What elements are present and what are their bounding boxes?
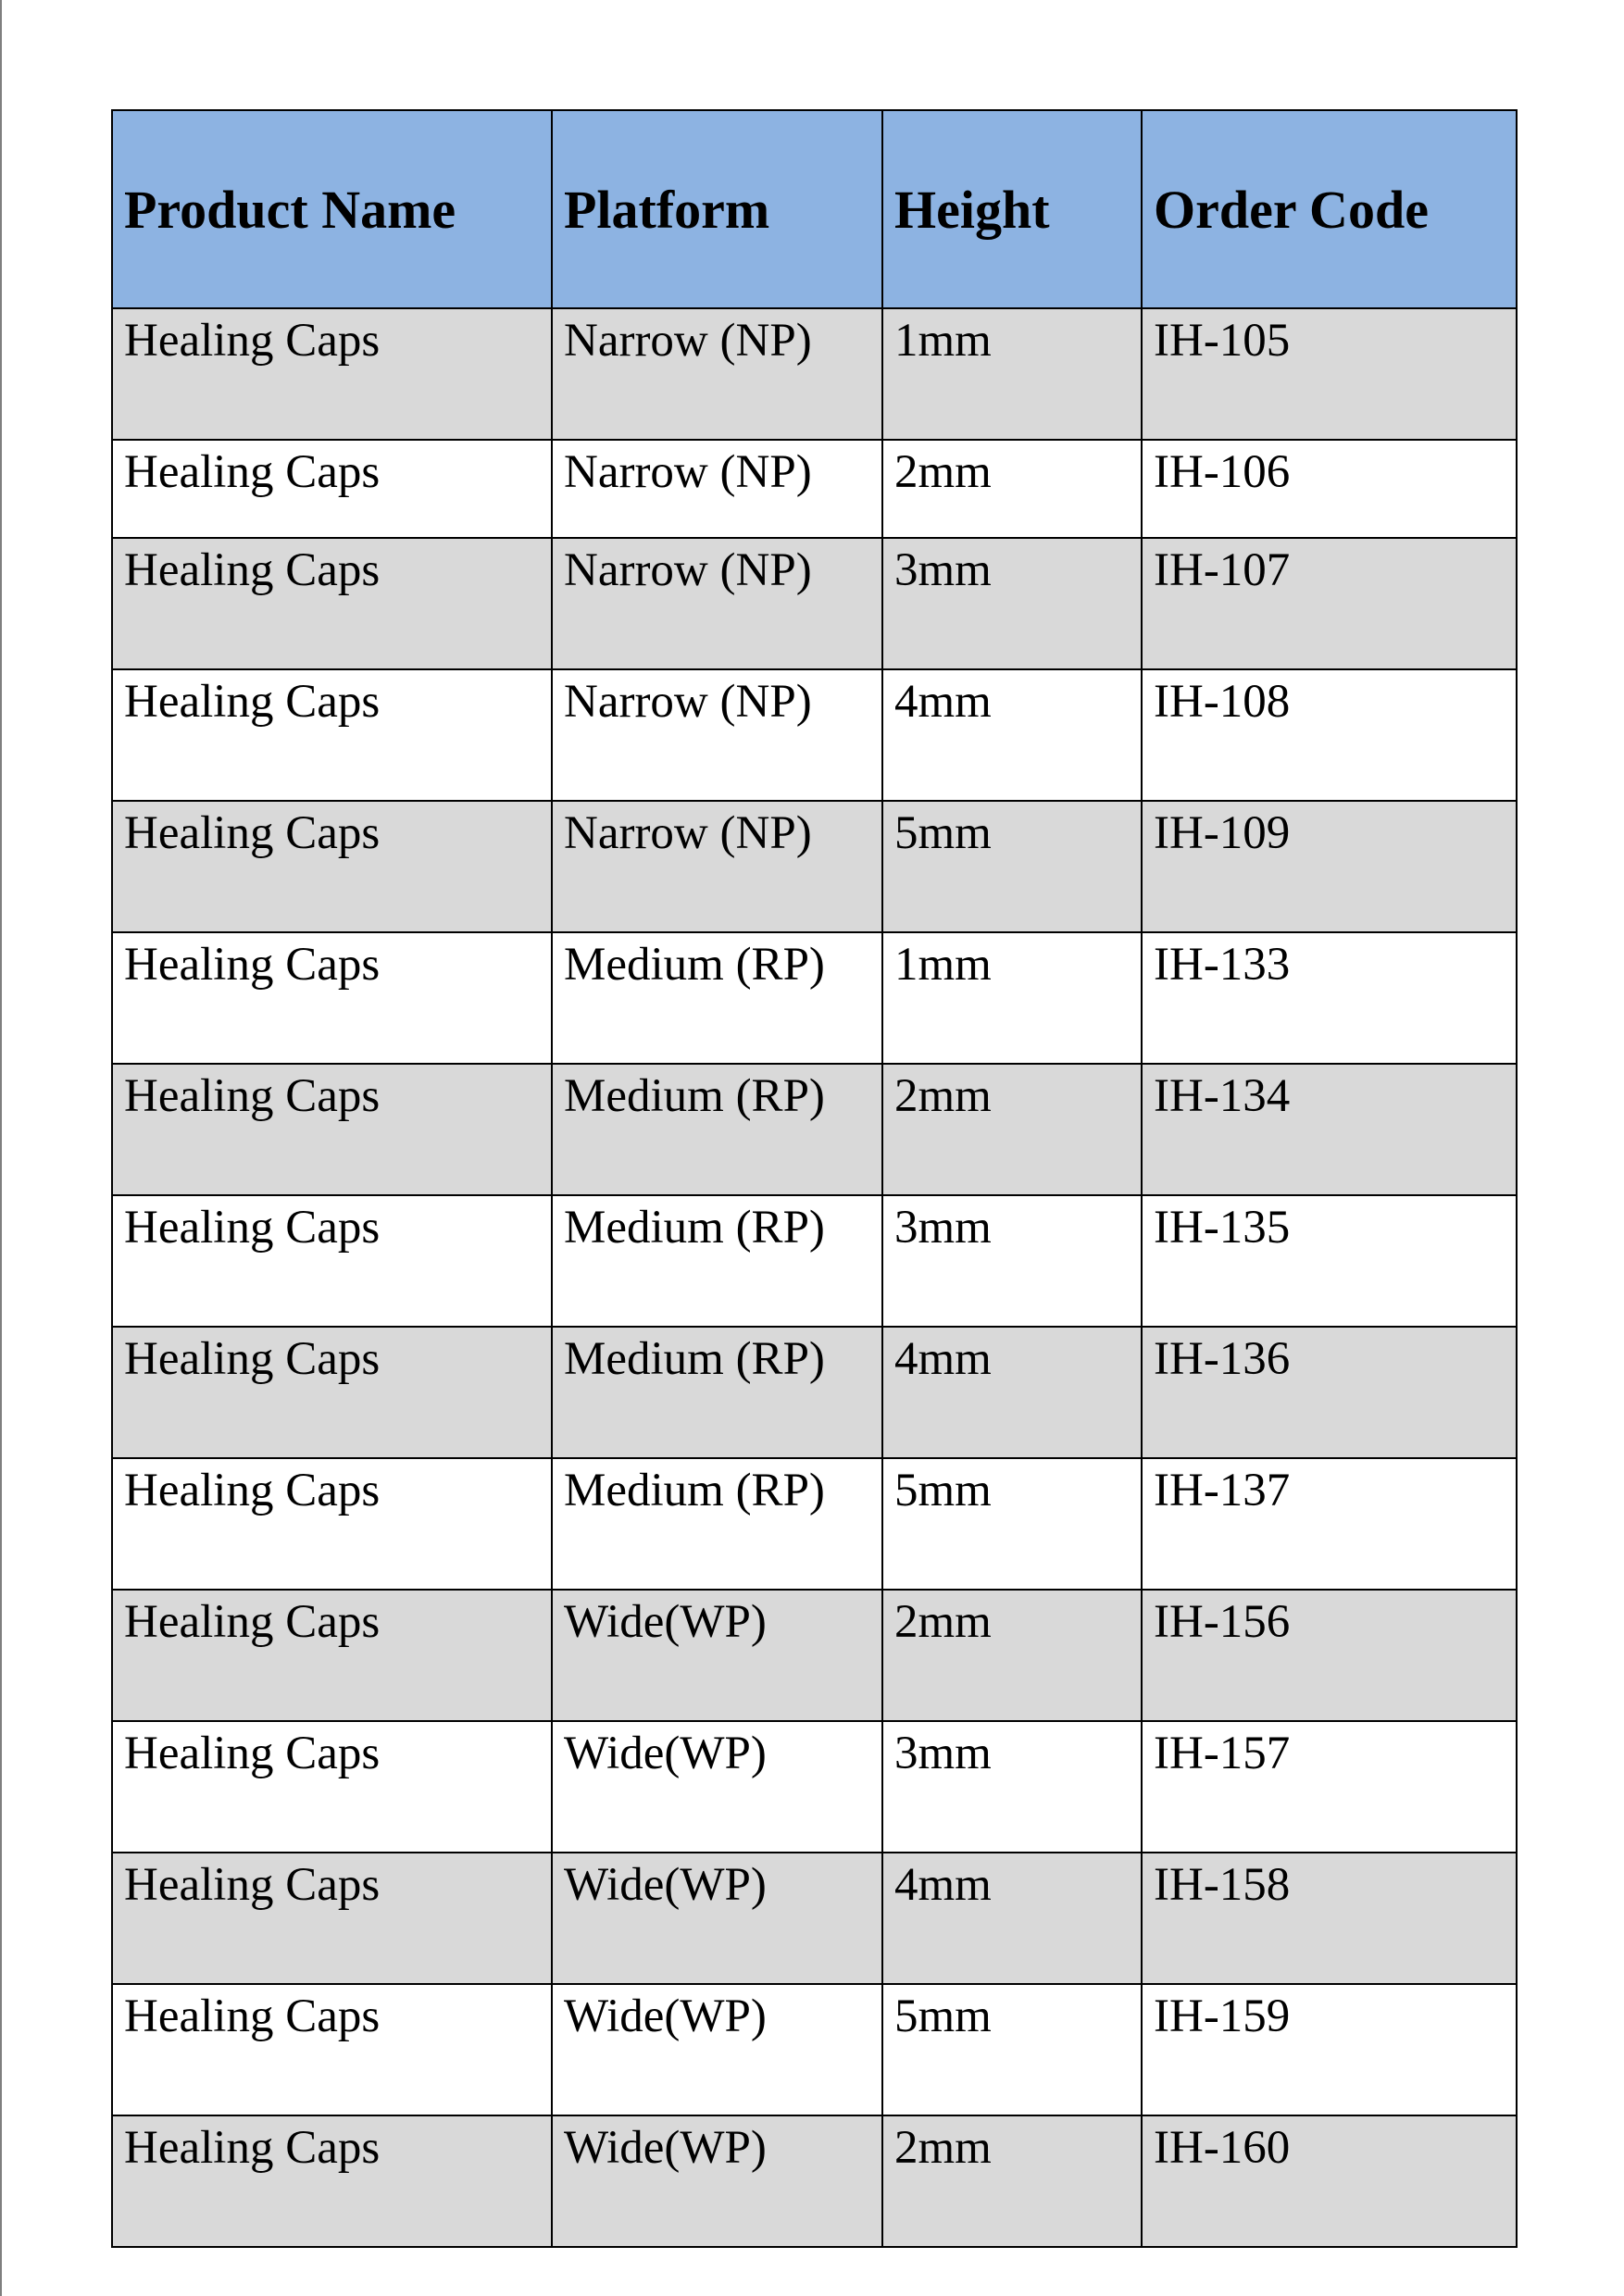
cell-order-code: IH-105: [1142, 308, 1517, 440]
product-table-container: [111, 109, 1516, 2248]
cell-product-name: Healing Caps: [112, 308, 552, 440]
cell-platform: Narrow (NP): [552, 440, 882, 538]
cell-product-name: Healing Caps: [112, 2115, 552, 2247]
cell-platform: Wide(WP): [552, 2115, 882, 2247]
cell-platform: Narrow (NP): [552, 669, 882, 801]
header-platform: Platform: [552, 110, 882, 308]
table-row: [112, 1327, 1517, 1458]
cell-height: 4mm: [882, 1853, 1142, 1984]
cell-order-code: IH-137: [1142, 1458, 1517, 1590]
table-row: [112, 2115, 1517, 2247]
table-row: [112, 1590, 1517, 1721]
cell-platform: Wide(WP): [552, 1853, 882, 1984]
cell-height: 2mm: [882, 1064, 1142, 1195]
table-row: [112, 1853, 1517, 1984]
table-row: [112, 932, 1517, 1064]
header-product-name: Product Name: [112, 110, 552, 308]
cell-platform: Wide(WP): [552, 1721, 882, 1853]
table-row: [112, 801, 1517, 932]
cell-platform: Medium (RP): [552, 1195, 882, 1327]
cell-product-name: Healing Caps: [112, 1853, 552, 1984]
cell-product-name: Healing Caps: [112, 1721, 552, 1853]
cell-order-code: IH-157: [1142, 1721, 1517, 1853]
cell-height: 3mm: [882, 538, 1142, 669]
cell-platform: Narrow (NP): [552, 801, 882, 932]
table-row: [112, 440, 1517, 538]
cell-height: 2mm: [882, 1590, 1142, 1721]
header-order-code: Order Code: [1142, 110, 1517, 308]
cell-height: 4mm: [882, 1327, 1142, 1458]
cell-order-code: IH-108: [1142, 669, 1517, 801]
cell-height: 5mm: [882, 1984, 1142, 2115]
cell-order-code: IH-134: [1142, 1064, 1517, 1195]
page-edge-line: [0, 0, 2, 2296]
cell-product-name: Healing Caps: [112, 1590, 552, 1721]
table-row: [112, 538, 1517, 669]
cell-order-code: IH-158: [1142, 1853, 1517, 1984]
cell-product-name: Healing Caps: [112, 669, 552, 801]
cell-order-code: IH-160: [1142, 2115, 1517, 2247]
product-table: [111, 109, 1518, 2248]
cell-product-name: Healing Caps: [112, 1195, 552, 1327]
cell-height: 2mm: [882, 440, 1142, 538]
cell-product-name: Healing Caps: [112, 1327, 552, 1458]
cell-height: 1mm: [882, 932, 1142, 1064]
cell-platform: Narrow (NP): [552, 538, 882, 669]
cell-height: 5mm: [882, 1458, 1142, 1590]
table-body: [112, 308, 1517, 2247]
cell-product-name: Healing Caps: [112, 932, 552, 1064]
cell-height: 2mm: [882, 2115, 1142, 2247]
cell-product-name: Healing Caps: [112, 538, 552, 669]
cell-product-name: Healing Caps: [112, 1984, 552, 2115]
cell-platform: Medium (RP): [552, 1327, 882, 1458]
cell-height: 3mm: [882, 1195, 1142, 1327]
table-row: [112, 669, 1517, 801]
cell-product-name: Healing Caps: [112, 801, 552, 932]
table-header: [112, 110, 1517, 308]
cell-order-code: IH-136: [1142, 1327, 1517, 1458]
table-row: [112, 1984, 1517, 2115]
cell-product-name: Healing Caps: [112, 1458, 552, 1590]
cell-height: 5mm: [882, 801, 1142, 932]
cell-order-code: IH-106: [1142, 440, 1517, 538]
cell-height: 3mm: [882, 1721, 1142, 1853]
cell-order-code: IH-135: [1142, 1195, 1517, 1327]
table-row: [112, 1721, 1517, 1853]
cell-platform: Medium (RP): [552, 1458, 882, 1590]
table-row: [112, 1458, 1517, 1590]
cell-platform: Wide(WP): [552, 1984, 882, 2115]
table-row: [112, 1064, 1517, 1195]
table-row: [112, 308, 1517, 440]
cell-platform: Medium (RP): [552, 932, 882, 1064]
cell-platform: Medium (RP): [552, 1064, 882, 1195]
cell-order-code: IH-156: [1142, 1590, 1517, 1721]
header-row: [112, 110, 1517, 308]
cell-platform: Wide(WP): [552, 1590, 882, 1721]
cell-height: 4mm: [882, 669, 1142, 801]
cell-order-code: IH-159: [1142, 1984, 1517, 2115]
cell-platform: Narrow (NP): [552, 308, 882, 440]
header-height: Height: [882, 110, 1142, 308]
cell-product-name: Healing Caps: [112, 1064, 552, 1195]
cell-order-code: IH-133: [1142, 932, 1517, 1064]
cell-order-code: IH-107: [1142, 538, 1517, 669]
table-row: [112, 1195, 1517, 1327]
cell-order-code: IH-109: [1142, 801, 1517, 932]
cell-height: 1mm: [882, 308, 1142, 440]
cell-product-name: Healing Caps: [112, 440, 552, 538]
